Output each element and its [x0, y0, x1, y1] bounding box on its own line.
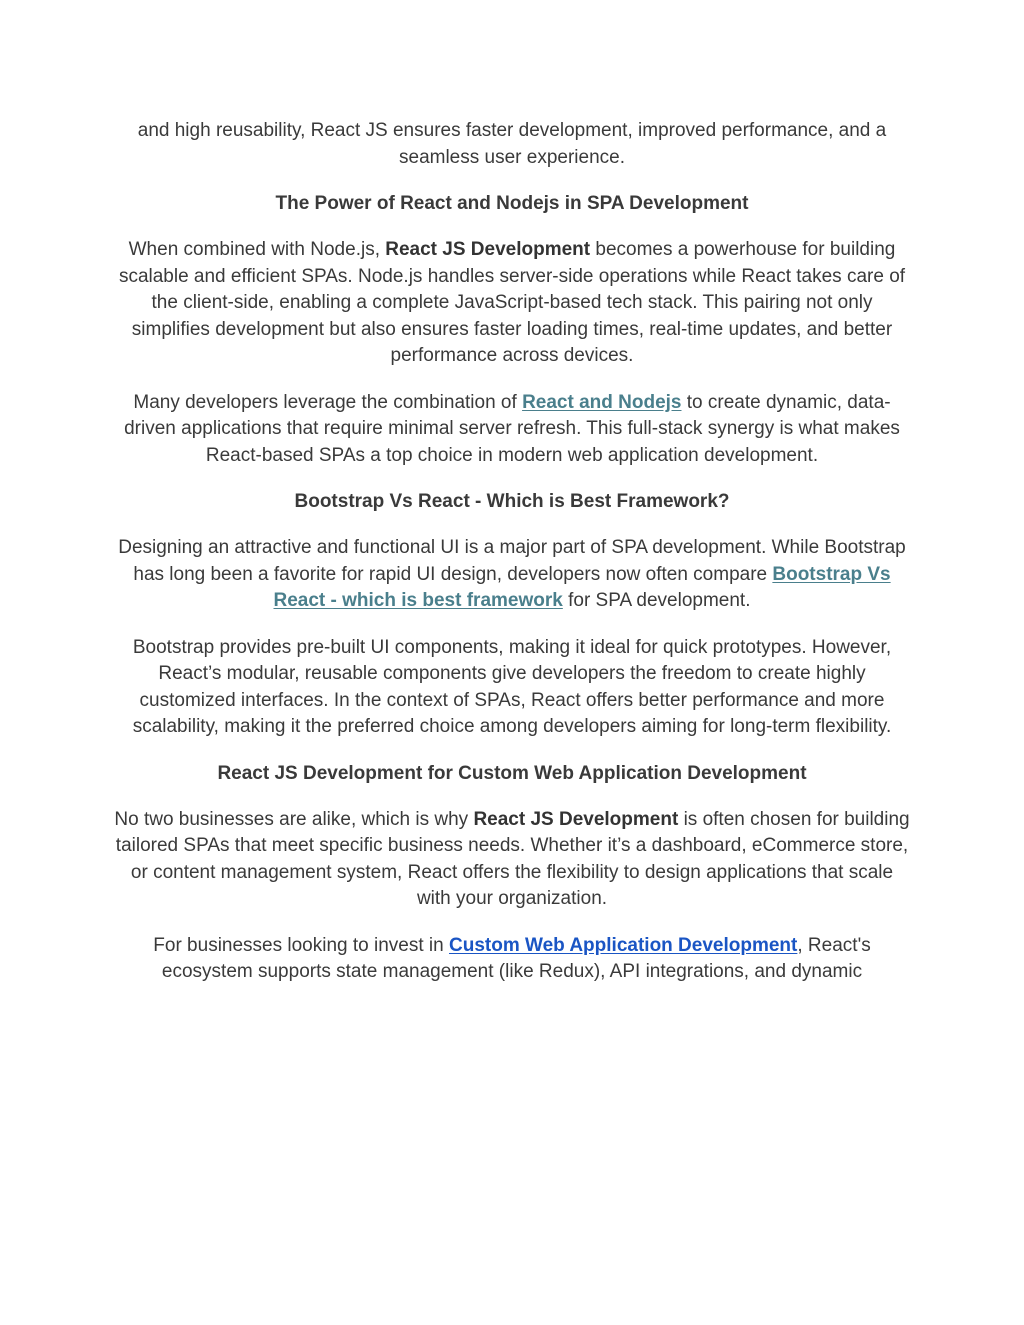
react-and-nodejs-link[interactable]: React and Nodejs	[522, 391, 682, 413]
bold-react-js-development: React JS Development	[385, 239, 591, 260]
paragraph-text: becomes a powerhouse for building scalable and efficient SPAs. Node.js handles server-side operations while React takes care of the client-side, enabling a complete JavaScript-based tech stack. This pairing not only simplifies development but also ensures faster loading times, real-time updates, and better performance across devices.	[118, 239, 906, 366]
paragraph-text: For businesses looking to invest in	[153, 934, 449, 956]
intro-paragraph	[112, 118, 912, 171]
paragraph-text: Bootstrap provides pre-built UI components, making it ideal for quick prototypes. However, React’s modular, reusable components give developers the freedom to create highly customized interfaces. In the context of SPAs, React offers better performance and more scalability, making it the preferred choice among developers aiming for long-term flexibility.	[132, 636, 892, 737]
intro-text: and high reusability, React JS ensures faster development, improved performance, and a seamless user experience.	[137, 120, 887, 168]
section-heading-custom-web-app: React JS Development for Custom Web Application Development	[217, 762, 807, 784]
paragraph-bootstrap-1	[112, 535, 912, 615]
paragraph-bootstrap-2	[112, 635, 912, 741]
paragraph-react-nodejs-1	[112, 237, 912, 370]
paragraph-text: Many developers leverage the combination of	[133, 391, 523, 413]
paragraph-text: to create dynamic, data-driven applications that require minimal server refresh. This full-stack synergy is what makes React-based SPAs a top choice in modern web application development.	[124, 391, 900, 466]
document-page	[112, 118, 912, 1006]
paragraph-text: Designing an attractive and functional UI is a major part of SPA development. While Bootstrap has long been a favorite for rapid UI design, developers now often compare	[118, 537, 906, 585]
section-heading-bootstrap-vs-react: Bootstrap Vs React - Which is Best Framework?	[294, 491, 730, 512]
paragraph-text: When combined with Node.js,	[128, 239, 386, 260]
paragraph-text: , React's ecosystem supports state management (like Redux), API integrations, and dynamic	[161, 934, 871, 982]
bold-react-js-development: React JS Development	[473, 808, 679, 830]
paragraph-react-nodejs-2	[112, 390, 912, 470]
bootstrap-vs-react-link[interactable]: Bootstrap Vs React - which is best framework	[273, 563, 891, 611]
paragraph-custom-web-app-2	[112, 933, 912, 986]
section-heading-react-nodejs: The Power of React and Nodejs in SPA Development	[275, 193, 749, 214]
paragraph-text: for SPA development.	[562, 590, 751, 611]
custom-web-application-development-link[interactable]: Custom Web Application Development	[449, 934, 798, 956]
paragraph-text: is often chosen for building tailored SPAs that meet specific business needs. Whether it’s a dashboard, eCommerce store, or content management system, React offers the flexibility to design applications that scale with your organization.	[115, 808, 910, 909]
paragraph-text: No two businesses are alike, which is why	[114, 808, 474, 830]
paragraph-custom-web-app-1	[112, 807, 912, 913]
